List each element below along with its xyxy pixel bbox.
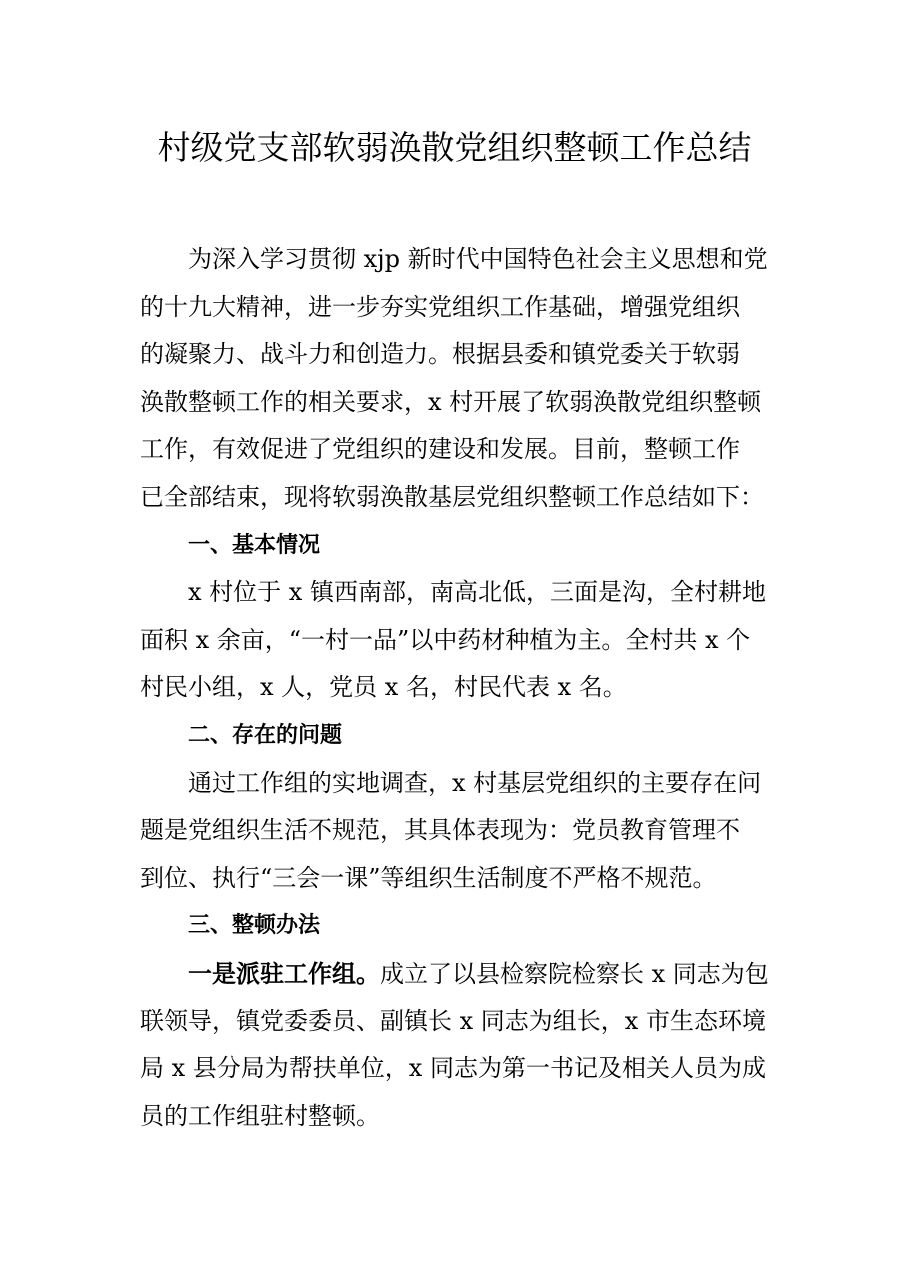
section2-line: 到位、执行“三会一课”等组织生活制度不严格不规范。: [140, 863, 717, 892]
section1-line: 村民小组，x 人，党员 x 名，村民代表 x 名。: [140, 673, 627, 702]
intro-line: 涣散整顿工作的相关要求，x 村开展了软弱涣散党组织整顿: [140, 387, 762, 416]
section-heading-problems: 二、存在的问题: [188, 722, 343, 748]
intro-line: 已全部结束，现将软弱涣散基层党组织整顿工作总结如下：: [140, 482, 764, 511]
document-body: [140, 236, 772, 1140]
section-heading-rectification: 三、整顿办法: [188, 913, 321, 939]
intro-line: 为深入学习贯彻 xjp 新时代中国特色社会主义思想和党: [188, 245, 768, 273]
section2-line: 题是党组织生活不规范，其具体表现为：党员教育管理不: [140, 816, 740, 845]
section1-line: 面积 x 余亩，“一村一品”以中药材种植为主。全村共 x 个: [140, 625, 751, 654]
section3-line: 局 x 县分局为帮扶单位，x 同志为第一书记及相关人员为成: [140, 1054, 766, 1083]
section3-first-line-rest: 成立了以县检察院检察长 x 同志为包: [380, 959, 769, 988]
intro-line: 工作，有效促进了党组织的建设和发展。目前，整顿工作: [140, 435, 740, 464]
intro-line: 的十九大精神，进一步夯实党组织工作基础，增强党组织: [140, 292, 740, 321]
section2-line: 通过工作组的实地调查，x 村基层党组织的主要存在问: [188, 768, 762, 797]
section3-line: 联领导，镇党委委员、副镇长 x 同志为组长，x 市生态环境: [140, 1006, 766, 1035]
section1-line: x 村位于 x 镇西南部，南高北低，三面是沟，全村耕地: [188, 578, 766, 607]
section3-first-line: [140, 950, 772, 998]
section3-line: 员的工作组驻村整顿。: [140, 1101, 380, 1130]
document-title: 村级党支部软弱涣散党组织整顿工作总结: [157, 128, 752, 167]
section3-lead-phrase: 一是派驻工作组。: [188, 958, 380, 988]
section-heading-basic-situation: 一、基本情况: [188, 532, 321, 558]
intro-line: 的凝聚力、战斗力和创造力。根据县委和镇党委关于软弱: [140, 340, 740, 369]
